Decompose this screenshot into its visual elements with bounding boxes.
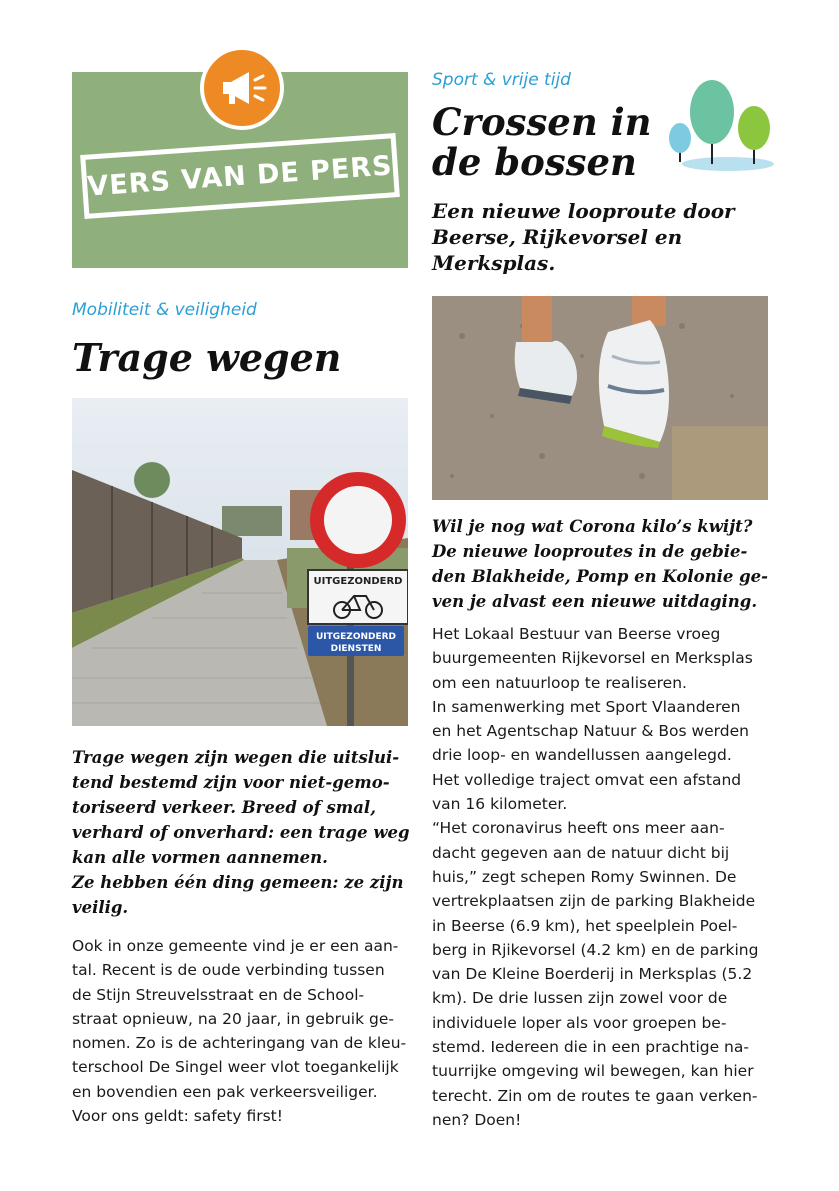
masthead-banner [72,72,408,268]
right-headline-line: Crossen in [432,100,652,144]
right-subhead [432,198,792,276]
left-body-line: de Stijn Streuvelsstraat en de School- [72,985,365,1004]
right-lead-line: ven je alvast een nieuwe uitdaging. [432,592,758,611]
right-body-line: tuurrijke omgeving wil bewegen, kan hier [432,1062,754,1081]
right-body-line: km). De drie lussen zijn zowel voor de [432,989,728,1008]
right-body-line: terecht. Zin om de routes te gaan verken- [432,1086,758,1105]
right-body-line: berg in Rjikevorsel (4.2 km) en de parking [432,940,759,959]
right-lead-line: De nieuwe looproutes in de gebie- [432,542,748,561]
left-body-line: terschool De Singel weer vlot toegankelijk [72,1058,399,1077]
sign-bottom-text-2: DIENSTEN [330,644,382,654]
left-body-line: en bovendien een pak verkeersveiliger. [72,1082,378,1101]
left-lead-line: Ze hebben één ding gemeen: ze zijn [72,873,404,892]
right-body [432,622,772,1132]
right-body-line: van De Kleine Boerderij in Merksplas (5.2 [432,965,753,984]
right-body-line: vertrekplaatsen zijn de parking Blakheide [432,892,756,911]
right-body-line: individuele loper als voor groepen be- [432,1013,727,1032]
left-lead-line: veilig. [72,898,129,917]
right-body-line: nen? Doen! [432,1110,522,1129]
right-body-line: “Het coronavirus heeft ons meer aan- [432,819,725,838]
masthead-title: VERS VAN DE PERS [80,133,400,219]
right-body-line: buurgemeenten Rijkevorsel en Merksplas [432,649,753,668]
right-body-line: drie loop- en wandellussen aangelegd. [432,746,732,765]
right-subhead-line: Een nieuwe looproute door [432,199,735,223]
right-body-line: Het Lokaal Bestuur van Beerse vroeg [432,625,721,643]
left-lead-line: Trage wegen zijn wegen die uitslui- [72,748,400,767]
left-body-line: Ook in onze gemeente vind je er een aan- [72,937,399,955]
right-body-line: dacht gegeven aan de natuur dicht bij [432,843,730,862]
right-body-line: huis,” zegt schepen Romy Swinnen. De [432,867,737,886]
right-body-line: Het volledige traject omvat een afstand [432,770,742,789]
megaphone-icon [200,46,284,130]
right-body-line: om een natuurloop te realiseren. [432,673,687,692]
left-body-line: straat opnieuw, na 20 jaar, in gebruik ge- [72,1009,394,1028]
sign-bottom-text-1: UITGEZONDERD [315,632,397,642]
left-category: Mobiliteit & veiligheid [72,300,257,320]
right-headline-line: de bossen [432,140,637,184]
left-lead-line: verhard of onverhard: een trage weg [72,823,410,842]
right-lead-line: den Blakheide, Pomp en Kolonie ge- [432,567,768,586]
trage-wegen-photo [72,398,408,726]
left-body-line: Voor ons geldt: safety first! [72,1107,283,1126]
right-body-line: stemd. Iedereen die in een prachtige na- [432,1038,749,1057]
left-lead-line: kan alle vormen aannemen. [72,848,328,867]
left-body [72,934,412,1128]
right-body-line: In samenwerking met Sport Vlaanderen [432,697,741,716]
right-body-line: en het Agentschap Natuur & Bos werden [432,722,749,741]
left-body-line: tal. Recent is de oude verbinding tussen [72,961,385,980]
left-lead [72,745,412,920]
right-category: Sport & vrije tijd [432,70,571,90]
left-body-line: nomen. Zo is de achteringang van de kleu- [72,1034,407,1053]
trees-icon [666,78,776,178]
left-lead-line: toriseerd verkeer. Breed of smal, [72,798,376,817]
right-subhead-line: Merksplas. [432,251,556,275]
right-lead [432,514,792,614]
left-lead-line: tend bestemd zijn voor niet-gemo- [72,773,390,792]
sign-top-text: UITGEZONDERD [313,576,403,587]
left-headline: Trage wegen [72,335,342,380]
right-lead-line: Wil je nog wat Corona kilo’s kwijt? [432,517,753,536]
right-body-line: in Beerse (6.9 km), het speelplein Poel- [432,916,738,935]
running-shoes-photo [432,296,768,500]
right-body-line: van 16 kilometer. [432,795,568,814]
right-subhead-line: Beerse, Rijkevorsel en [432,225,683,249]
right-headline [432,102,652,182]
